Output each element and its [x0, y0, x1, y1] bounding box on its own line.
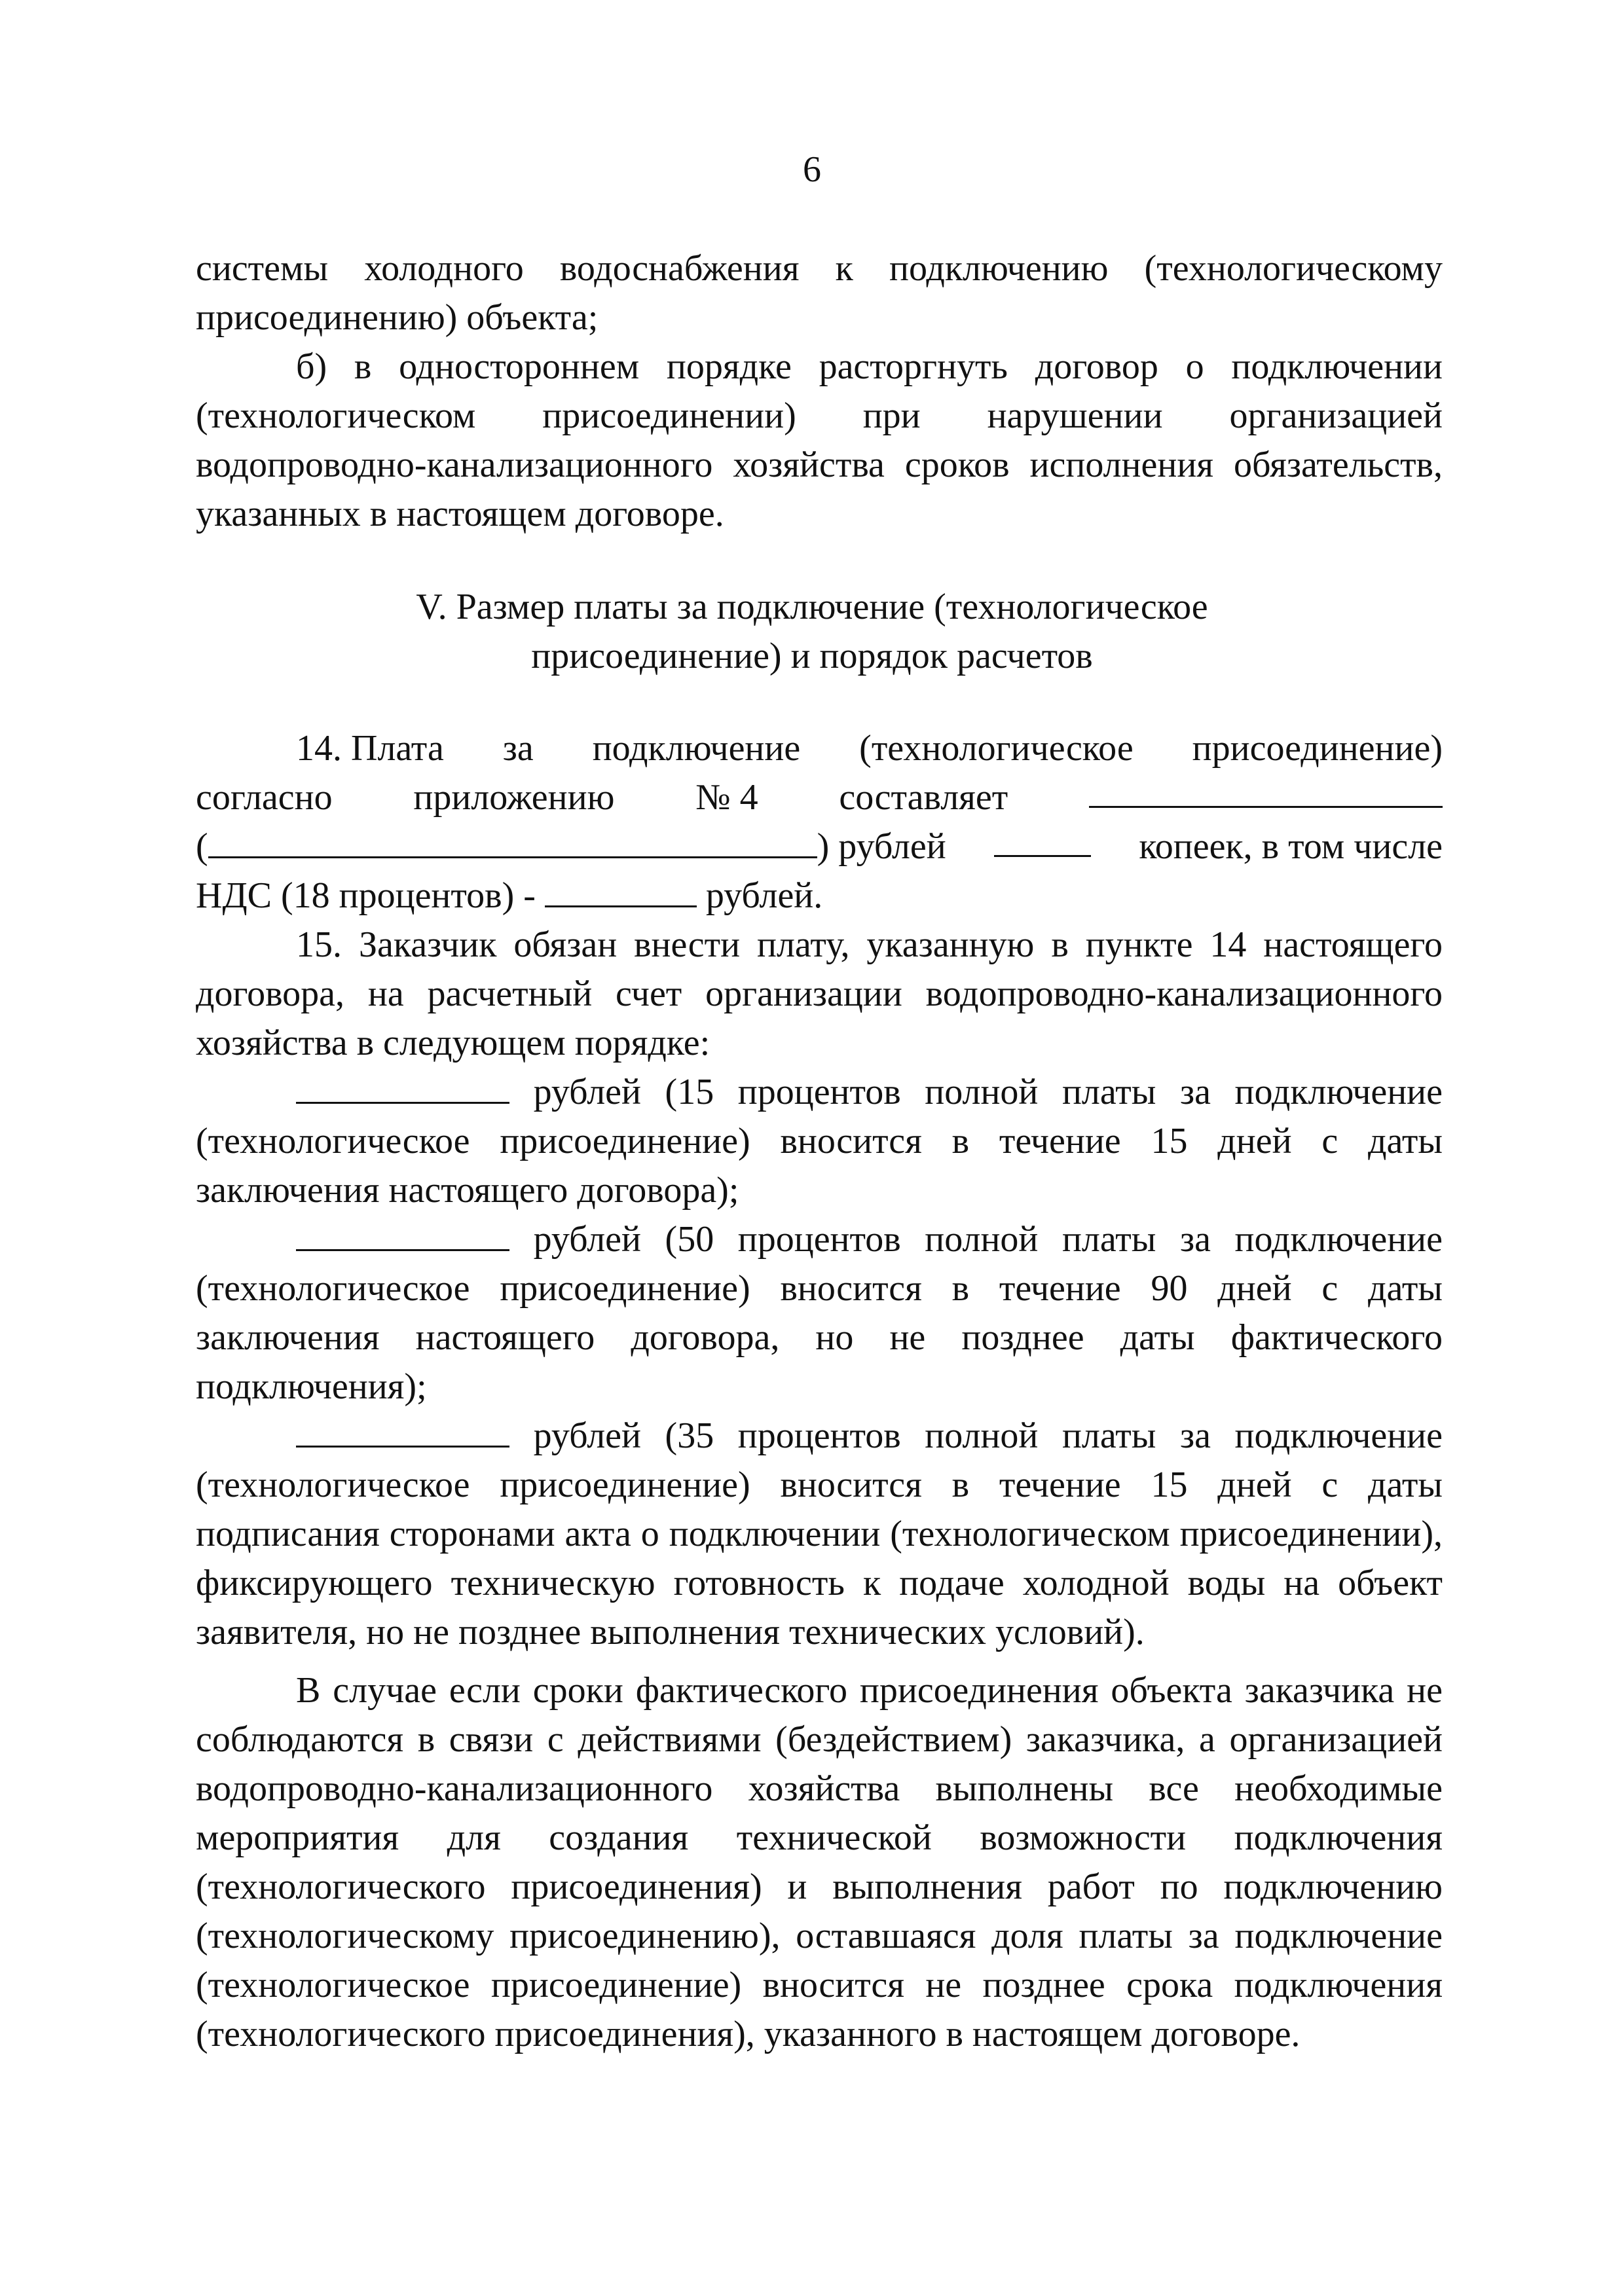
nds-amount-blank[interactable] — [545, 873, 697, 907]
section-heading-line2: присоединение) и порядок расчетов — [531, 636, 1093, 676]
amount-words-blank[interactable] — [208, 824, 817, 858]
clause-14-line3: ( ) рублей копеек, в том числе — [196, 822, 1443, 871]
top-text-block — [196, 244, 1443, 539]
amount-total-blank[interactable] — [1089, 773, 1443, 808]
final-paragraph: В случае если сроки фактического присоединения объекта заказчика не соблюдаются в связи с действиями (бездействием) заказчика, а организацией водопроводно-канализационного хозяйства выполнены все необходимые мероприятия для создания технической возможности подключения (технологического присоединения) и выполнения работ по подключению (технологическому присоединению), оставшаяся доля платы за подключение (технологическое присоединение) вносится не позднее срока подключения (технологического присоединения), указанного в настоящем договоре. — [196, 1670, 1443, 2054]
installment-2-blank[interactable] — [296, 1216, 509, 1251]
installment-3-blank[interactable] — [296, 1413, 509, 1448]
section-heading-line1: V. Размер платы за подключение (технологическое — [416, 587, 1208, 627]
clause-14-line4: НДС (18 процентов) - рублей. — [196, 871, 1443, 920]
clause-15-intro: 15. Заказчик обязан внести плату, указанную в пункте 14 настоящего договора, на расчетный счет организации водопроводно-канализационного хозяйства в следующем порядке: — [196, 924, 1443, 1063]
page-number: 6 — [803, 149, 821, 190]
installment-15-percent: рублей (15 процентов полной платы за подключение (технологическое присоединение) вносится в течение 15 дней с даты заключения настоящего договора); — [196, 1068, 1443, 1215]
paragraph-item-b: б) в одностороннем порядке расторгнуть договор о подключении (технологическом присоединении) при нарушении организацией водопроводно-канализационного хозяйства сроков исполнения обязательств, указанных в настоящем договоре. — [196, 346, 1443, 534]
kopecks-blank[interactable] — [994, 822, 1091, 857]
clause-14 — [196, 724, 1443, 2059]
clause-14-line2: согласно приложению № 4 составляет — [196, 773, 1443, 822]
installment-35-percent: рублей (35 процентов полной платы за подключение (технологическое присоединение) вносится в течение 15 дней с даты подписания сторонами акта о подключении (технологическом присоединении), фиксирующего техническую готовность к подаче холодной воды на объект заявителя, но не позднее выполнения технических условий). — [196, 1412, 1443, 1657]
section-heading — [0, 583, 1624, 681]
installment-1-blank[interactable] — [296, 1069, 509, 1104]
clause-14-line1: 14. Плата за подключение (технологическое присоединение) — [296, 728, 1443, 769]
installment-50-percent: рублей (50 процентов полной платы за подключение (технологическое присоединение) вносится в течение 90 дней с даты заключения настоящего договора, но не позднее даты фактического подключения); — [196, 1215, 1443, 1412]
paragraph-continuation: системы холодного водоснабжения к подключению (технологическому присоединению) объекта; — [196, 248, 1443, 338]
